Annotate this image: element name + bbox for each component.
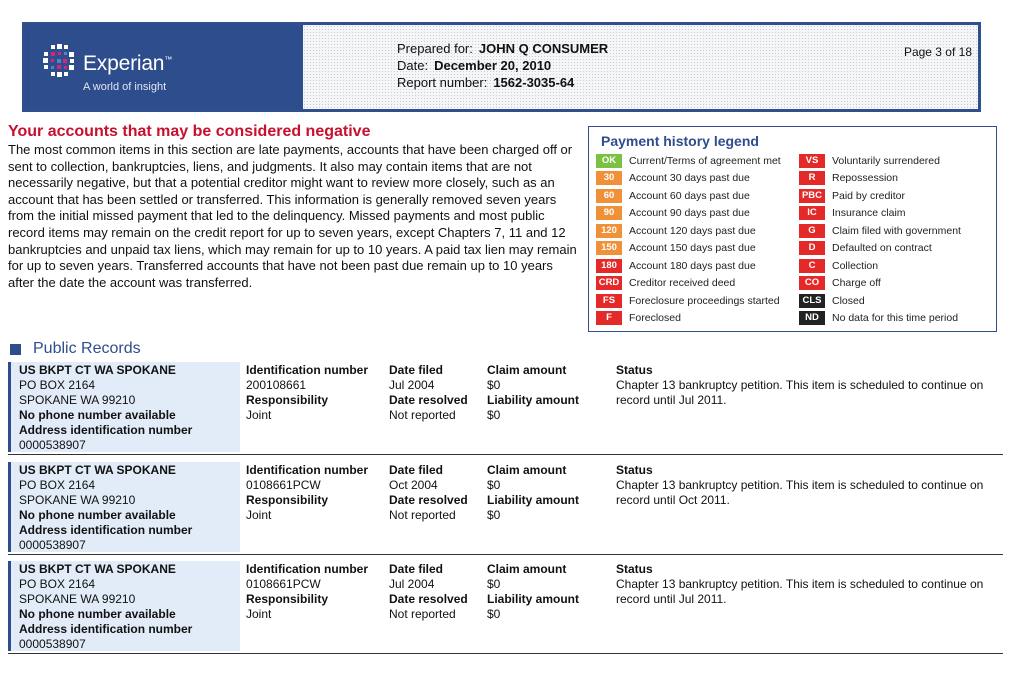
status-value: Chapter 13 bankruptcy petition. This item is scheduled to continue on record until Jul 2011. [616,378,984,407]
creditor-address-line1: PO BOX 2164 [19,378,96,392]
legend-code-badge: IC [799,206,825,220]
id-number-label: Identification number [246,562,369,576]
legend-item [596,153,781,168]
creditor-name: US BKPT CT WA SPOKANE [19,562,176,576]
experian-logo-text: Experian™ [83,52,173,75]
date-resolved-label: Date resolved [389,592,468,606]
experian-tagline: A world of insight [83,81,167,93]
public-record [8,462,1003,555]
claim-amount-value: $0 [487,577,501,591]
creditor-info [8,462,240,552]
legend-item [799,258,878,273]
claim-amount-value: $0 [487,378,501,392]
id-number-value: 200108661 [246,378,307,392]
legend-label: Account 120 days past due [629,224,756,237]
legend-item [799,206,906,221]
legend-code-badge: CLS [799,294,825,308]
public-records-title: Public Records [33,340,141,357]
legend-label: Account 180 days past due [629,259,756,272]
address-id-label: Address identification number [19,622,193,636]
legend-code-badge: FS [596,294,622,308]
legend-code-badge: 150 [596,241,622,255]
report-number-label: Report number: [397,75,488,90]
legend-item [799,153,940,168]
creditor-address-line2: SPOKANE WA 99210 [19,493,136,507]
legend-item [799,188,905,203]
creditor-info [8,561,240,651]
negative-accounts-title: Your accounts that may be considered negative [8,123,371,140]
legend-item [596,241,756,256]
legend-item [799,293,865,308]
legend-label: Foreclosure proceedings started [629,294,780,307]
responsibility-label: Responsibility [246,493,329,507]
responsibility-value: Joint [246,508,272,522]
legend-label: Defaulted on contract [832,242,932,254]
legend-label: Charge off [832,277,881,289]
status-label: Status [616,363,653,377]
legend-label: No data for this time period [832,312,959,324]
creditor-name: US BKPT CT WA SPOKANE [19,363,176,377]
legend-code-badge: C [799,259,825,273]
legend-item [596,311,681,326]
status-label: Status [616,562,653,576]
public-records-heading [10,340,141,358]
creditor-address-line2: SPOKANE WA 99210 [19,393,136,407]
legend-label: Current/Terms of agreement met [629,154,781,167]
public-record [8,362,1003,455]
address-id-label: Address identification number [19,523,193,537]
date-filed-label: Date filed [389,363,444,377]
legend-label: Collection [832,259,879,272]
date-resolved-label: Date resolved [389,493,468,507]
address-id-value: 0000538907 [19,438,86,452]
liability-amount-value: $0 [487,508,501,522]
experian-logo-icon [41,43,77,79]
prepared-for-panel [303,25,978,109]
status-value: Chapter 13 bankruptcy petition. This item is scheduled to continue on record until Jul 2011. [616,577,984,606]
creditor-address-line1: PO BOX 2164 [19,577,96,591]
no-phone-label: No phone number available [19,408,176,422]
legend-item [596,223,756,238]
legend-label: Repossession [832,172,898,184]
legend-code-badge: CO [799,276,825,290]
legend-label: Account 90 days past due [629,207,750,219]
creditor-name: US BKPT CT WA SPOKANE [19,463,176,477]
id-number-value: 0108661PCW [246,577,321,591]
legend-item [596,258,756,273]
date-filed-value: Oct 2004 [389,478,438,492]
legend-code-badge: 90 [596,206,622,220]
id-number-label: Identification number [246,363,369,377]
legend-label: Insurance claim [832,207,906,219]
negative-accounts-description: The most common items in this section are late payments, accounts that have been charged off or sent to collection, bankruptcies, liens, and judgments. It also may contain items that are not necessarily negative, but that a potential creditor might want to review more closely, such as an account that has been settled or transferred. This information is generally removed seven years from the initial missed payment that led to the delinquency. Missed payments and most public record items may remain on the credit report for up to seven years, except Chapters 7, 11 and 12 bankruptcies and unpaid tax liens, which may remain for up to 10 years. A paid tax lien may remain for up to seven years. Transferred accounts that have not been past due remain up to 10 years after the date the account was transferred. [8,142,577,290]
legend-item [596,188,750,203]
payment-history-legend [588,126,997,332]
legend-item [799,311,958,326]
legend-item [596,206,750,221]
public-record [8,561,1003,654]
date-filed-label: Date filed [389,562,444,576]
creditor-address-line1: PO BOX 2164 [19,478,96,492]
legend-item [799,241,932,256]
date-label: Date: [397,58,429,73]
date-resolved-value: Not reported [389,607,456,621]
status-value: Chapter 13 bankruptcy petition. This item is scheduled to continue on record until Oct 2011. [616,478,984,507]
prepared-for-line [397,41,608,56]
no-phone-label: No phone number available [19,607,176,621]
legend-label: Account 30 days past due [629,172,750,184]
date-filed-value: Jul 2004 [389,577,435,591]
legend-item [799,223,961,238]
address-id-value: 0000538907 [19,538,86,552]
legend-code-badge: OK [596,154,622,168]
legend-code-badge: G [799,224,825,238]
legend-code-badge: F [596,311,622,325]
legend-code-badge: D [799,241,825,255]
legend-label: Foreclosed [629,312,681,324]
report-header [22,22,981,112]
legend-label: Account 150 days past due [629,242,756,254]
responsibility-label: Responsibility [246,592,329,606]
claim-amount-value: $0 [487,478,501,492]
claim-amount-label: Claim amount [487,463,567,477]
report-date-line [397,58,551,73]
responsibility-label: Responsibility [246,393,329,407]
page-number: Page 3 of 18 [903,45,972,59]
report-date: December 20, 2010 [434,58,552,73]
experian-brand-panel [25,25,303,109]
legend-item [799,171,898,186]
legend-code-badge: ND [799,311,825,325]
liability-amount-label: Liability amount [487,493,580,507]
legend-code-badge: 120 [596,224,622,238]
liability-amount-label: Liability amount [487,393,580,407]
legend-code-badge: CRD [596,276,622,290]
legend-label: Paid by creditor [832,189,905,202]
legend-code-badge: 30 [596,171,622,185]
legend-item [596,171,750,186]
date-resolved-value: Not reported [389,408,456,422]
legend-item [596,276,735,291]
legend-code-badge: VS [799,154,825,168]
consumer-name: JOHN Q CONSUMER [478,41,609,56]
legend-item [596,293,780,308]
status-label: Status [616,463,653,477]
liability-amount-value: $0 [487,408,501,422]
legend-code-badge: 180 [596,259,622,273]
liability-amount-value: $0 [487,607,501,621]
creditor-address-line2: SPOKANE WA 99210 [19,592,136,606]
legend-label: Creditor received deed [629,277,736,289]
id-number-value: 0108661PCW [246,478,321,492]
responsibility-value: Joint [246,408,272,422]
report-number-line [397,75,574,90]
claim-amount-label: Claim amount [487,363,567,377]
legend-label: Closed [832,294,865,307]
id-number-label: Identification number [246,463,369,477]
legend-code-badge: R [799,171,825,185]
report-number: 1562-3035-64 [493,75,575,90]
responsibility-value: Joint [246,607,272,621]
legend-item [799,276,881,291]
date-filed-value: Jul 2004 [389,378,435,392]
date-filed-label: Date filed [389,463,444,477]
address-id-label: Address identification number [19,423,193,437]
legend-title: Payment history legend [601,133,759,149]
creditor-info [8,362,240,452]
legend-label: Claim filed with government [832,224,961,237]
liability-amount-label: Liability amount [487,592,580,606]
legend-label: Voluntarily surrendered [832,154,940,167]
address-id-value: 0000538907 [19,637,86,651]
no-phone-label: No phone number available [19,508,176,522]
legend-label: Account 60 days past due [629,189,750,202]
date-resolved-value: Not reported [389,508,456,522]
date-resolved-label: Date resolved [389,393,468,407]
legend-code-badge: 60 [596,189,622,203]
section-square-icon [10,344,21,355]
claim-amount-label: Claim amount [487,562,567,576]
prepared-for-label: Prepared for: [397,41,473,56]
legend-code-badge: PBC [799,189,825,203]
